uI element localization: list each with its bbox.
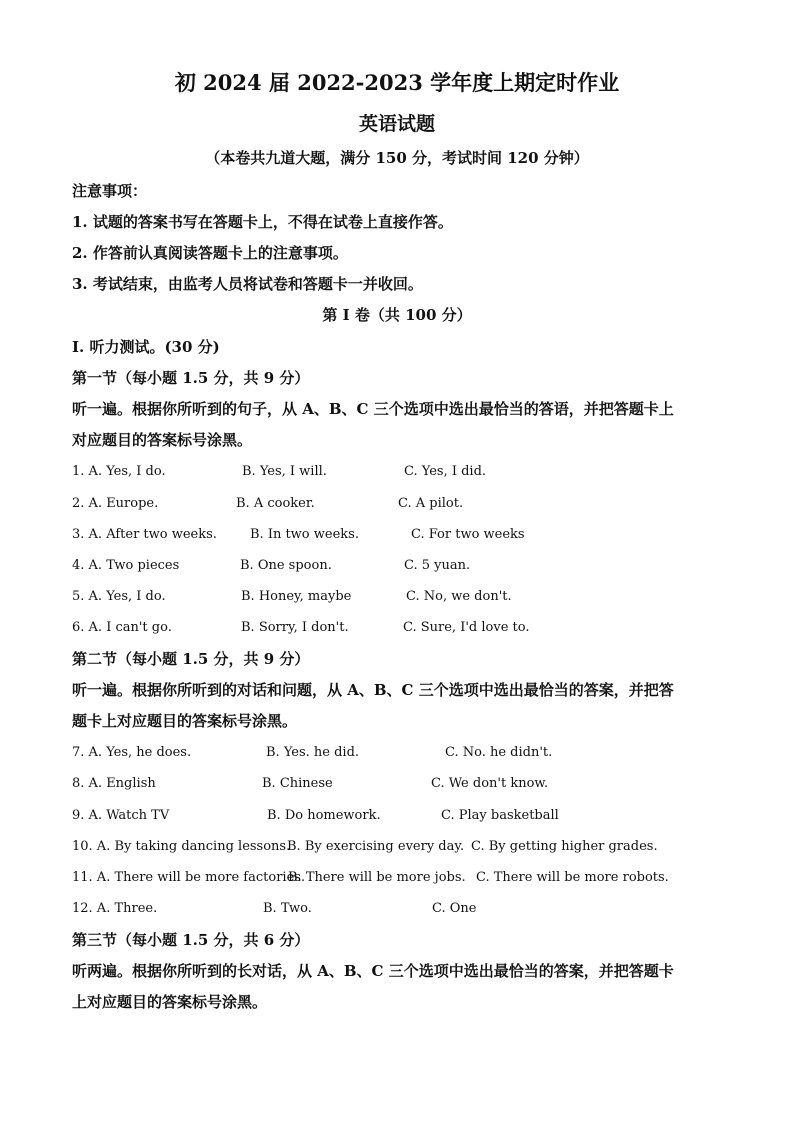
note-item: 3. 考试结束，由监考人员将试卷和答题卡一并收回。 <box>72 275 423 293</box>
section2-instructions: 听一遍。根据你所听到的对话和问题，从 A、B、C 三个选项中选出最恰当的答案，并把答 <box>72 681 674 699</box>
option-b: B. Chinese <box>262 776 333 791</box>
option-c: C. We don't know. <box>431 776 549 791</box>
option-a: 6. A. I can't go. <box>72 620 172 635</box>
section1-instructions-cont: 对应题目的答案标号涂黑。 <box>72 431 253 449</box>
option-c: C. There will be more robots. <box>476 870 669 885</box>
option-c: C. A pilot. <box>398 496 464 511</box>
option-b: B. One spoon. <box>240 558 332 573</box>
section2-instructions-cont: 题卡上对应题目的答案标号涂黑。 <box>72 712 298 730</box>
option-b: B. Honey, maybe <box>241 589 352 604</box>
option-a: 4. A. Two pieces <box>72 558 180 573</box>
option-c: C. Sure, I'd love to. <box>403 620 530 635</box>
section3-instructions: 听两遍。根据你所听到的长对话，从 A、B、C 三个选项中选出最恰当的答案，并把答题卡 <box>72 962 674 980</box>
note-item: 2. 作答前认真阅读答题卡上的注意事项。 <box>72 244 348 262</box>
option-c: C. Play basketball <box>441 808 559 823</box>
option-b: B. Yes. he did. <box>266 745 360 760</box>
option-a: 10. A. By taking dancing lessons. <box>72 839 291 854</box>
option-b: B. Sorry, I don't. <box>241 620 349 635</box>
option-a: 5. A. Yes, I do. <box>72 589 166 604</box>
option-b: B. A cooker. <box>236 496 315 511</box>
option-c: C. One <box>432 901 477 916</box>
option-a: 1. A. Yes, I do. <box>72 464 166 479</box>
option-a: 2. A. Europe. <box>72 496 159 511</box>
option-b: B. By exercising every day. <box>287 839 465 854</box>
exam-info: （本卷共九道大题，满分 150 分，考试时间 120 分钟） <box>205 149 589 167</box>
subject-title: 英语试题 <box>358 113 435 135</box>
option-c: C. For two weeks <box>411 527 525 542</box>
option-a: 9. A. Watch TV <box>72 808 170 823</box>
volume-heading: 第 I 卷（共 100 分） <box>322 306 472 324</box>
option-a: 11. A. There will be more factories. <box>72 870 306 885</box>
section1-heading: 第一节（每小题 1.5 分，共 9 分） <box>72 369 310 387</box>
section1-instructions: 听一遍。根据你所听到的句子，从 A、B、C 三个选项中选出最恰当的答语，并把答题卡上 <box>72 400 674 418</box>
notes-heading: 注意事项： <box>72 182 148 200</box>
section3-heading: 第三节（每小题 1.5 分，共 6 分） <box>72 931 310 949</box>
section3-instructions-cont: 上对应题目的答案标号涂黑。 <box>72 993 268 1011</box>
option-b: B. Do homework. <box>267 808 381 823</box>
option-a: 3. A. After two weeks. <box>72 527 217 542</box>
option-b: B. Yes, I will. <box>242 464 327 479</box>
part1-heading: Ⅰ. 听力测试。(30 分) <box>72 338 220 356</box>
option-b: B. There will be more jobs. <box>288 870 466 885</box>
option-b: B. Two. <box>263 901 312 916</box>
option-b: B. In two weeks. <box>250 527 359 542</box>
note-item: 1. 试题的答案书写在答题卡上，不得在试卷上直接作答。 <box>72 213 453 231</box>
option-c: C. By getting higher grades. <box>471 839 658 854</box>
option-c: C. 5 yuan. <box>404 558 471 573</box>
option-c: C. No, we don't. <box>406 589 512 604</box>
option-a: 7. A. Yes, he does. <box>72 745 192 760</box>
option-a: 8. A. English <box>72 776 156 791</box>
option-c: C. No. he didn't. <box>445 745 553 760</box>
option-c: C. Yes, I did. <box>404 464 487 479</box>
exam-title: 初 2024 届 2022-2023 学年度上期定时作业 <box>174 70 620 95</box>
section2-heading: 第二节（每小题 1.5 分，共 9 分） <box>72 650 310 668</box>
option-a: 12. A. Three. <box>72 901 158 916</box>
